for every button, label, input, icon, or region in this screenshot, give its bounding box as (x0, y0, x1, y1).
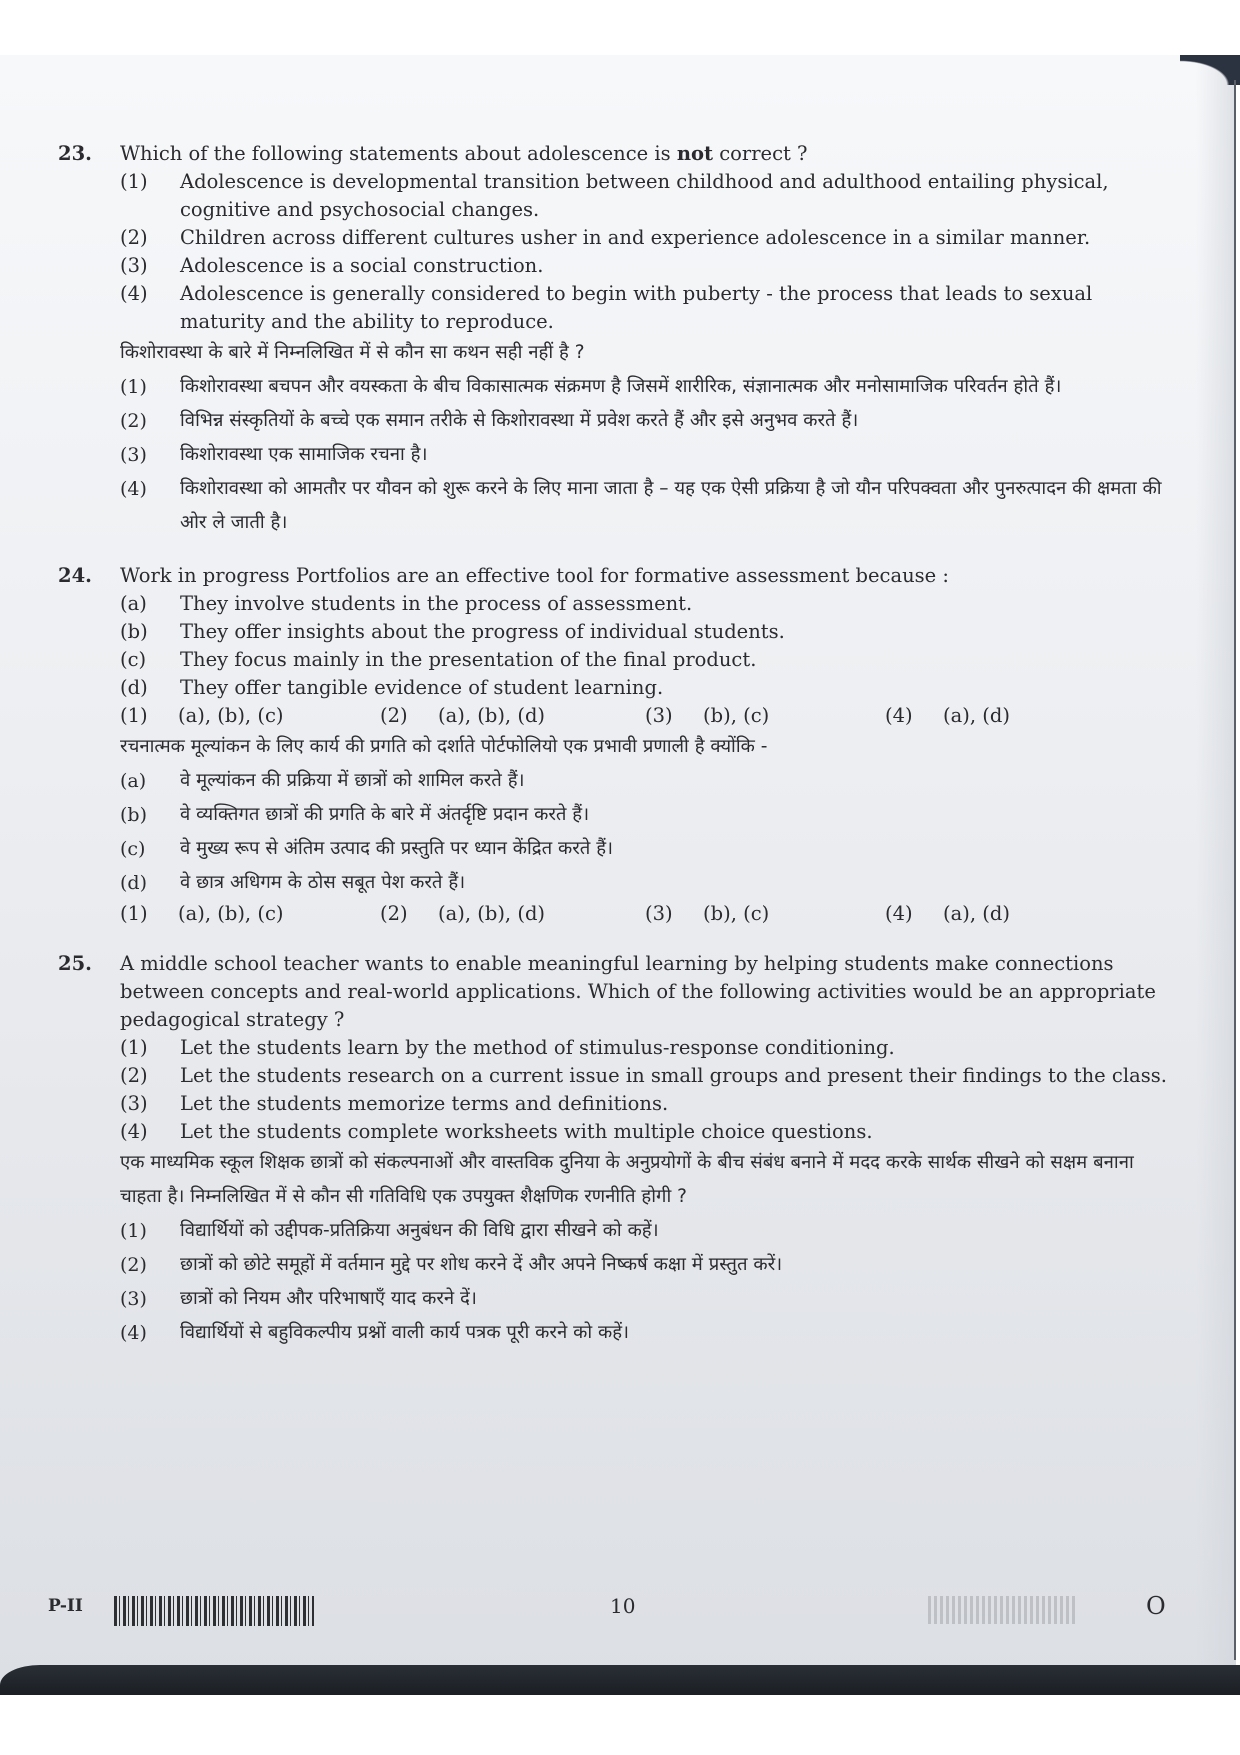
page-number: 10 (610, 1594, 636, 1618)
page-corner-fold (1180, 55, 1240, 85)
statement-en: (a) They involve students in the process of assessment. (120, 592, 693, 615)
answer-choice: (2) (a), (b), (d) (380, 902, 546, 925)
question-stem-en: A middle school teacher wants to enable meaningful learning by helping students make connections between concepts and real-world applications. Which of the following activities would be an appropriate pedagogical strategy ? (120, 952, 1156, 1031)
question-25 (58, 950, 1168, 1350)
option-en: (4) Let the students complete worksheets with multiple choice questions. (120, 1120, 873, 1143)
option-hi: (2) विभिन्न संस्कृतियों के बच्चे एक समान तरीके से किशोरावस्था में प्रवेश करते हैं और इसे अनुभव करते हैं। (120, 410, 859, 432)
option-hi: (3) किशोरावस्था एक सामाजिक रचना है। (120, 444, 428, 466)
set-code: O (1146, 1592, 1166, 1620)
answer-choice: (4) (a), (d) (885, 902, 1010, 925)
table-surface-shadow (0, 1665, 1240, 1695)
page-right-edge (1234, 80, 1236, 1660)
option-en: (1) Let the students learn by the method of stimulus-response conditioning. (120, 1036, 895, 1059)
option-hi: (3) छात्रों को नियम और परिभाषाएँ याद करने दें। (120, 1288, 477, 1310)
exam-content (58, 140, 1168, 1372)
page-footer (48, 1588, 1178, 1628)
background-margin (0, 1695, 1240, 1755)
statement-en: (b) They offer insights about the progress of individual students. (120, 620, 785, 643)
option-en: (2) Children across different cultures usher in and experience adolescence in a similar manner. (120, 226, 1091, 249)
option-en: (3) Let the students memorize terms and definitions. (120, 1092, 669, 1115)
question-stem-en: Which of the following statements about adolescence is not correct ? (120, 142, 808, 165)
question-stem-hi: एक माध्यमिक स्कूल शिक्षक छात्रों को संकल्पनाओं और वास्तविक दुनिया के अनुप्रयोगों के बीच संबंध बनाने में मदद करके सार्थक सीखने को सक्षम बनाना चाहता है। निम्नलिखित में से कौन सी गतिविधि एक उपयुक्त शैक्षणिक रणनीति होगी ? (120, 1152, 1134, 1207)
paper-code: P-II (48, 1596, 83, 1616)
option-en: (2) Let the students research on a current issue in small groups and present their findings to the class. (120, 1064, 1167, 1087)
question-number: 23. (58, 142, 92, 165)
statement-hi: (c) वे मुख्य रूप से अंतिम उत्पाद की प्रस्तुति पर ध्यान केंद्रित करते हैं। (120, 838, 614, 860)
option-hi: (4) विद्यार्थियों से बहुविकल्पीय प्रश्नों वाली कार्य पत्रक पूरी करने को कहें। (120, 1322, 630, 1344)
answer-choice: (3) (b), (c) (645, 704, 770, 727)
option-en: (1) Adolescence is developmental transition between childhood and adulthood entailing physical, cognitive and psychosocial changes. (120, 170, 1109, 221)
option-hi: (2) छात्रों को छोटे समूहों में वर्तमान मुद्दे पर शोध करने दें और अपने निष्कर्ष कक्षा में प्रस्तुत करें। (120, 1254, 783, 1276)
faded-barcode-icon (928, 1596, 1078, 1624)
answer-choice: (4) (a), (d) (885, 704, 1010, 727)
statement-en: (d) They offer tangible evidence of student learning. (120, 676, 664, 699)
statement-hi: (a) वे मूल्यांकन की प्रक्रिया में छात्रों को शामिल करते हैं। (120, 770, 525, 792)
answer-choices-en (120, 702, 1168, 730)
statement-hi: (d) वे छात्र अधिगम के ठोस सबूत पेश करते हैं। (120, 872, 466, 894)
question-stem-en: Work in progress Portfolios are an effective tool for formative assessment because : (120, 564, 949, 587)
question-number: 25. (58, 952, 92, 975)
question-number: 24. (58, 564, 92, 587)
answer-choice: (1) (a), (b), (c) (120, 902, 284, 925)
question-23 (58, 140, 1168, 540)
answer-choice: (1) (a), (b), (c) (120, 704, 284, 727)
question-stem-hi: रचनात्मक मूल्यांकन के लिए कार्य की प्रगति को दर्शाते पोर्टफोलियो एक प्रभावी प्रणाली है क्योंकि - (120, 736, 768, 757)
answer-choice: (3) (b), (c) (645, 902, 770, 925)
question-stem-hi: किशोरावस्था के बारे में निम्नलिखित में से कौन सा कथन सही नहीं है ? (120, 342, 585, 363)
option-hi: (1) किशोरावस्था बचपन और वयस्कता के बीच विकासात्मक संक्रमण है जिसमें शारीरिक, संज्ञानात्मक और मनोसामाजिक परिवर्तन होते हैं। (120, 376, 1062, 398)
option-hi: (4) किशोरावस्था को आमतौर पर यौवन को शुरू करने के लिए माना जाता है – यह एक ऐसी प्रक्रिया है जो यौन परिपक्वता और पुनरुत्पादन की क्षमता की ओर ले जाती है। (120, 478, 1162, 533)
barcode-icon (114, 1596, 314, 1626)
option-en: (4) Adolescence is generally considered to begin with puberty - the process that leads to sexual maturity and the ability to reproduce. (120, 282, 1093, 333)
question-24 (58, 562, 1168, 928)
answer-choice: (2) (a), (b), (d) (380, 704, 546, 727)
answer-choices-hi (120, 900, 1168, 928)
statement-hi: (b) वे व्यक्तिगत छात्रों की प्रगति के बारे में अंतर्दृष्टि प्रदान करते हैं। (120, 804, 590, 826)
option-hi: (1) विद्यार्थियों को उद्दीपक-प्रतिक्रिया अनुबंधन की विधि द्वारा सीखने को कहें। (120, 1220, 659, 1242)
statement-en: (c) They focus mainly in the presentation of the final product. (120, 648, 757, 671)
option-en: (3) Adolescence is a social construction. (120, 254, 544, 277)
